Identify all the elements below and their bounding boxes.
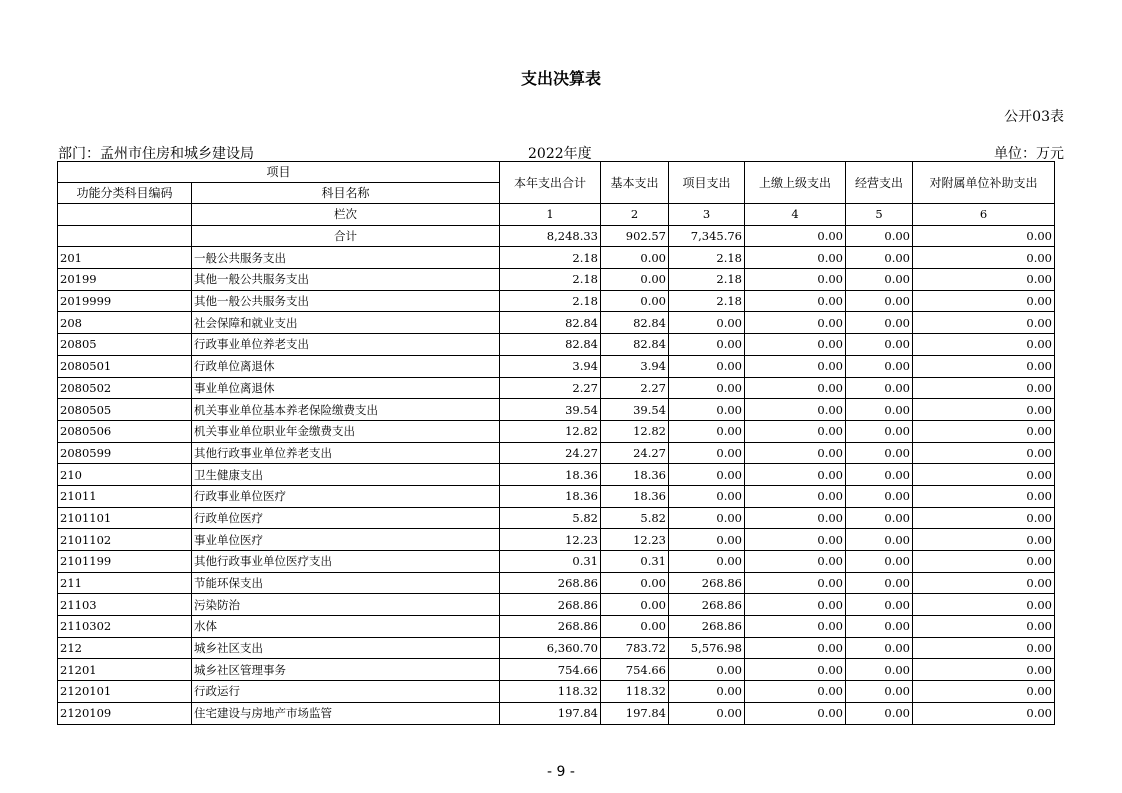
row-basic: 197.84: [601, 702, 669, 724]
row-operating: 0.00: [846, 616, 913, 638]
row-total: 18.36: [500, 485, 601, 507]
row-operating: 0.00: [846, 637, 913, 659]
row-basic: 0.00: [601, 594, 669, 616]
row-upper: 0.00: [745, 377, 846, 399]
row-code: 211: [58, 572, 192, 594]
row-project: 0.00: [669, 355, 745, 377]
row-subsidy: 0.00: [913, 334, 1055, 356]
row-operating: 0.00: [846, 420, 913, 442]
row-subsidy: 0.00: [913, 269, 1055, 291]
row-basic: 0.00: [601, 572, 669, 594]
row-name: 行政单位医疗: [192, 507, 500, 529]
row-name: 其他一般公共服务支出: [192, 269, 500, 291]
total-basic: 902.57: [601, 225, 669, 247]
row-operating: 0.00: [846, 594, 913, 616]
row-total: 268.86: [500, 616, 601, 638]
row-name: 行政单位离退休: [192, 355, 500, 377]
row-subsidy: 0.00: [913, 485, 1055, 507]
row-operating: 0.00: [846, 442, 913, 464]
table-row: [58, 572, 1055, 594]
row-subsidy: 0.00: [913, 420, 1055, 442]
row-name: 住宅建设与房地产市场监管: [192, 702, 500, 724]
row-basic: 12.23: [601, 529, 669, 551]
row-operating: 0.00: [846, 355, 913, 377]
row-subsidy: 0.00: [913, 659, 1055, 681]
row-project: 2.18: [669, 269, 745, 291]
row-upper: 0.00: [745, 616, 846, 638]
row-basic: 24.27: [601, 442, 669, 464]
row-project: 268.86: [669, 594, 745, 616]
row-operating: 0.00: [846, 399, 913, 421]
row-upper: 0.00: [745, 399, 846, 421]
row-code: 2080505: [58, 399, 192, 421]
department-label: 部门：孟州市住房和城乡建设局: [58, 146, 254, 162]
row-total: 268.86: [500, 594, 601, 616]
row-subsidy: 0.00: [913, 616, 1055, 638]
row-subsidy: 0.00: [913, 377, 1055, 399]
row-total: 18.36: [500, 464, 601, 486]
table-row: [58, 420, 1055, 442]
row-project: 5,576.98: [669, 637, 745, 659]
row-project: 268.86: [669, 616, 745, 638]
col-num-6: 6: [913, 204, 1055, 226]
row-total: 2.18: [500, 247, 601, 269]
row-project: 0.00: [669, 312, 745, 334]
table-row: [58, 681, 1055, 703]
header-operating: 经营支出: [846, 162, 913, 204]
row-project: 0.00: [669, 529, 745, 551]
header-subsidy: 对附属单位补助支出: [913, 162, 1055, 204]
unit-label: 单位：万元: [994, 146, 1064, 162]
header-project: 项目支出: [669, 162, 745, 204]
row-name: 行政事业单位医疗: [192, 485, 500, 507]
sum-label: 合计: [192, 225, 500, 247]
row-name: 事业单位离退休: [192, 377, 500, 399]
row-basic: 0.00: [601, 247, 669, 269]
row-basic: 39.54: [601, 399, 669, 421]
row-subsidy: 0.00: [913, 702, 1055, 724]
col-num-1: 1: [500, 204, 601, 226]
row-basic: 118.32: [601, 681, 669, 703]
row-upper: 0.00: [745, 269, 846, 291]
row-upper: 0.00: [745, 420, 846, 442]
row-project: 2.18: [669, 290, 745, 312]
table-row: [58, 659, 1055, 681]
row-upper: 0.00: [745, 485, 846, 507]
row-subsidy: 0.00: [913, 442, 1055, 464]
table-row: [58, 551, 1055, 573]
row-code: 2080502: [58, 377, 192, 399]
table-row: [58, 377, 1055, 399]
row-code: 20805: [58, 334, 192, 356]
row-total: 754.66: [500, 659, 601, 681]
row-name: 机关事业单位基本养老保险缴费支出: [192, 399, 500, 421]
row-subsidy: 0.00: [913, 637, 1055, 659]
row-project: 0.00: [669, 442, 745, 464]
row-operating: 0.00: [846, 377, 913, 399]
year-label: 2022年度: [528, 146, 592, 162]
row-subsidy: 0.00: [913, 290, 1055, 312]
row-total: 12.23: [500, 529, 601, 551]
page-number: - 9 -: [547, 764, 575, 780]
col-num-3: 3: [669, 204, 745, 226]
table-row: [58, 290, 1055, 312]
col-num-5: 5: [846, 204, 913, 226]
table-row: [58, 399, 1055, 421]
table-row: [58, 507, 1055, 529]
empty-cell: [58, 204, 192, 226]
row-code: 201: [58, 247, 192, 269]
row-code: 2080501: [58, 355, 192, 377]
row-operating: 0.00: [846, 572, 913, 594]
row-subsidy: 0.00: [913, 572, 1055, 594]
row-basic: 783.72: [601, 637, 669, 659]
row-project: 268.86: [669, 572, 745, 594]
row-name: 行政运行: [192, 681, 500, 703]
row-code: 2101102: [58, 529, 192, 551]
table-row: [58, 355, 1055, 377]
table-row: [58, 442, 1055, 464]
row-operating: 0.00: [846, 507, 913, 529]
total-subsidy: 0.00: [913, 225, 1055, 247]
row-upper: 0.00: [745, 312, 846, 334]
row-subsidy: 0.00: [913, 464, 1055, 486]
row-upper: 0.00: [745, 290, 846, 312]
total-total: 8,248.33: [500, 225, 601, 247]
row-total: 82.84: [500, 312, 601, 334]
row-total: 24.27: [500, 442, 601, 464]
row-code: 21103: [58, 594, 192, 616]
row-code: 208: [58, 312, 192, 334]
row-upper: 0.00: [745, 334, 846, 356]
row-name: 事业单位医疗: [192, 529, 500, 551]
row-subsidy: 0.00: [913, 507, 1055, 529]
row-basic: 18.36: [601, 485, 669, 507]
row-name: 其他一般公共服务支出: [192, 290, 500, 312]
row-upper: 0.00: [745, 529, 846, 551]
row-upper: 0.00: [745, 594, 846, 616]
row-name: 其他行政事业单位医疗支出: [192, 551, 500, 573]
row-operating: 0.00: [846, 681, 913, 703]
row-operating: 0.00: [846, 485, 913, 507]
row-operating: 0.00: [846, 247, 913, 269]
table-row: [58, 637, 1055, 659]
row-code: 20199: [58, 269, 192, 291]
row-total: 12.82: [500, 420, 601, 442]
row-operating: 0.00: [846, 659, 913, 681]
row-operating: 0.00: [846, 269, 913, 291]
row-name: 社会保障和就业支出: [192, 312, 500, 334]
row-name: 水体: [192, 616, 500, 638]
row-code: 210: [58, 464, 192, 486]
header-total: 本年支出合计: [500, 162, 601, 204]
row-upper: 0.00: [745, 551, 846, 573]
table-row: [58, 485, 1055, 507]
header-name: 科目名称: [192, 183, 500, 204]
header-basic: 基本支出: [601, 162, 669, 204]
total-upper: 0.00: [745, 225, 846, 247]
form-number: 公开03表: [1004, 109, 1064, 125]
row-upper: 0.00: [745, 464, 846, 486]
row-subsidy: 0.00: [913, 355, 1055, 377]
row-code: 2101101: [58, 507, 192, 529]
row-basic: 2.27: [601, 377, 669, 399]
row-operating: 0.00: [846, 334, 913, 356]
row-operating: 0.00: [846, 702, 913, 724]
row-total: 3.94: [500, 355, 601, 377]
row-project: 0.00: [669, 334, 745, 356]
row-upper: 0.00: [745, 247, 846, 269]
table-row: [58, 702, 1055, 724]
row-upper: 0.00: [745, 507, 846, 529]
row-basic: 12.82: [601, 420, 669, 442]
row-basic: 82.84: [601, 334, 669, 356]
row-upper: 0.00: [745, 355, 846, 377]
row-code: 2110302: [58, 616, 192, 638]
col-num-4: 4: [745, 204, 846, 226]
row-basic: 0.00: [601, 269, 669, 291]
row-subsidy: 0.00: [913, 594, 1055, 616]
row-code: 2120101: [58, 681, 192, 703]
row-total: 82.84: [500, 334, 601, 356]
row-name: 其他行政事业单位养老支出: [192, 442, 500, 464]
total-project: 7,345.76: [669, 225, 745, 247]
row-project: 0.00: [669, 551, 745, 573]
row-name: 城乡社区支出: [192, 637, 500, 659]
expenditure-table: [57, 161, 1055, 725]
row-operating: 0.00: [846, 551, 913, 573]
row-code: 21011: [58, 485, 192, 507]
row-subsidy: 0.00: [913, 312, 1055, 334]
table-row: [58, 594, 1055, 616]
table-row: [58, 312, 1055, 334]
table-row: [58, 269, 1055, 291]
row-total: 39.54: [500, 399, 601, 421]
row-project: 0.00: [669, 507, 745, 529]
row-basic: 3.94: [601, 355, 669, 377]
row-subsidy: 0.00: [913, 399, 1055, 421]
row-upper: 0.00: [745, 442, 846, 464]
row-total: 2.18: [500, 269, 601, 291]
header-row-1: [58, 162, 1055, 183]
row-subsidy: 0.00: [913, 529, 1055, 551]
row-name: 污染防治: [192, 594, 500, 616]
row-project: 0.00: [669, 399, 745, 421]
row-operating: 0.00: [846, 290, 913, 312]
row-total: 6,360.70: [500, 637, 601, 659]
row-operating: 0.00: [846, 464, 913, 486]
row-project: 0.00: [669, 681, 745, 703]
row-operating: 0.00: [846, 529, 913, 551]
row-name: 卫生健康支出: [192, 464, 500, 486]
row-basic: 0.31: [601, 551, 669, 573]
col-num-2: 2: [601, 204, 669, 226]
total-row: [58, 225, 1055, 247]
row-upper: 0.00: [745, 681, 846, 703]
row-subsidy: 0.00: [913, 551, 1055, 573]
row-name: 城乡社区管理事务: [192, 659, 500, 681]
header-upper: 上缴上级支出: [745, 162, 846, 204]
row-total: 0.31: [500, 551, 601, 573]
row-total: 2.27: [500, 377, 601, 399]
table-row: [58, 334, 1055, 356]
row-code: 21201: [58, 659, 192, 681]
row-project: 0.00: [669, 377, 745, 399]
table-row: [58, 529, 1055, 551]
table-row: [58, 616, 1055, 638]
row-basic: 754.66: [601, 659, 669, 681]
row-total: 268.86: [500, 572, 601, 594]
row-project: 0.00: [669, 485, 745, 507]
row-upper: 0.00: [745, 702, 846, 724]
row-code: 2120109: [58, 702, 192, 724]
row-project: 0.00: [669, 702, 745, 724]
row-basic: 18.36: [601, 464, 669, 486]
row-name: 一般公共服务支出: [192, 247, 500, 269]
header-item: 项目: [58, 162, 500, 183]
row-subsidy: 0.00: [913, 681, 1055, 703]
row-code: 2080506: [58, 420, 192, 442]
row-total: 118.32: [500, 681, 601, 703]
row-code: 212: [58, 637, 192, 659]
row-code: 2080599: [58, 442, 192, 464]
header-code: 功能分类科目编码: [58, 183, 192, 204]
row-upper: 0.00: [745, 659, 846, 681]
row-basic: 0.00: [601, 616, 669, 638]
row-total: 2.18: [500, 290, 601, 312]
row-operating: 0.00: [846, 312, 913, 334]
row-upper: 0.00: [745, 637, 846, 659]
row-subsidy: 0.00: [913, 247, 1055, 269]
row-project: 2.18: [669, 247, 745, 269]
row-project: 0.00: [669, 659, 745, 681]
row-code: 2019999: [58, 290, 192, 312]
row-code: 2101199: [58, 551, 192, 573]
row-name: 节能环保支出: [192, 572, 500, 594]
row-total: 197.84: [500, 702, 601, 724]
row-basic: 0.00: [601, 290, 669, 312]
total-operating: 0.00: [846, 225, 913, 247]
row-project: 0.00: [669, 464, 745, 486]
row-name: 行政事业单位养老支出: [192, 334, 500, 356]
row-project: 0.00: [669, 420, 745, 442]
row-upper: 0.00: [745, 572, 846, 594]
row-total: 5.82: [500, 507, 601, 529]
empty-cell: [58, 225, 192, 247]
column-label: 栏次: [192, 204, 500, 226]
row-name: 机关事业单位职业年金缴费支出: [192, 420, 500, 442]
meta-line: [58, 143, 1064, 161]
row-basic: 5.82: [601, 507, 669, 529]
row-basic: 82.84: [601, 312, 669, 334]
table-row: [58, 247, 1055, 269]
table-row: [58, 464, 1055, 486]
page-title: 支出决算表: [520, 69, 601, 88]
column-number-row: [58, 204, 1055, 226]
